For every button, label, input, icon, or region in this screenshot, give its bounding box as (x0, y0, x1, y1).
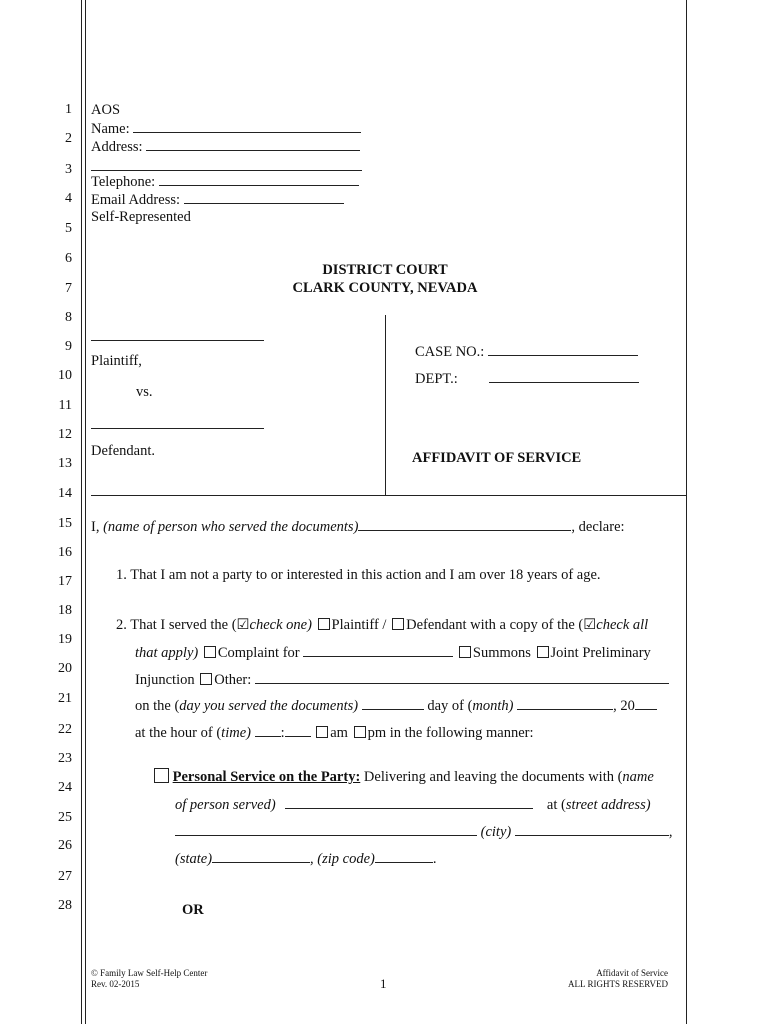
check-one-hint: check one) (249, 617, 312, 633)
vs-label: vs. (136, 384, 153, 400)
on-the-label: on the ( (135, 698, 180, 714)
email-line (91, 191, 344, 209)
line-number: 16 (58, 545, 72, 560)
plaintiff-option-label: Plaintiff / (331, 617, 387, 633)
complaint-for-label: Complaint for (217, 645, 300, 661)
day-of-label: day of ( (427, 698, 473, 714)
city-hint: (city) (480, 824, 512, 840)
document-title: AFFIDAVIT OF SERVICE (412, 450, 582, 466)
left-margin-rule-inner (85, 0, 86, 1024)
line-number: 21 (58, 691, 72, 706)
joint-preliminary-checkbox[interactable] (537, 646, 549, 658)
left-margin-rule-outer (81, 0, 82, 1024)
line-number: 9 (65, 339, 72, 354)
personal-service-line-3: (city) , (175, 823, 672, 841)
address-field[interactable] (146, 138, 360, 151)
footer-left-1: © Family Law Self-Help Center (91, 968, 208, 978)
defendant-name-field[interactable] (91, 428, 264, 429)
footer-right-2: ALL RIGHTS RESERVED (568, 979, 668, 989)
other-checkbox[interactable] (200, 673, 212, 685)
check-all-hint: check all (596, 617, 649, 633)
item-1: 1. That I am not a party to or interested in this action and I am over 18 years of age. (116, 567, 601, 583)
other-label: Other: (214, 672, 252, 688)
plaintiff-checkbox[interactable] (318, 618, 330, 630)
that-apply-hint: that apply) (135, 645, 199, 661)
address-field-line2[interactable] (91, 170, 362, 171)
summons-checkbox[interactable] (459, 646, 471, 658)
line-number: 28 (58, 898, 72, 913)
state-field[interactable] (212, 850, 310, 863)
at-hour-label: at the hour of ( (135, 725, 222, 741)
am-label: am (330, 725, 348, 741)
plaintiff-name-field[interactable] (91, 340, 264, 341)
name-label: Name: (91, 121, 130, 137)
item-2-line-5 (135, 724, 534, 742)
line-number: 14 (58, 486, 72, 501)
personal-service-line-4: (state) , (zip code) . (175, 851, 437, 867)
footer-right-1: Affidavit of Service (596, 968, 668, 978)
declare-prefix: I, (91, 519, 100, 535)
day-hint: day you served the documents) (179, 698, 359, 714)
page-number: 1 (380, 976, 387, 991)
year-field[interactable] (635, 697, 657, 710)
telephone-line (91, 173, 359, 191)
declaration-line (91, 518, 625, 536)
line-number: 7 (65, 281, 72, 296)
caption-divider (385, 315, 386, 495)
self-represented-label: Self-Represented (91, 209, 191, 225)
line-number: 2 (65, 131, 72, 146)
summons-label: Summons (472, 645, 531, 661)
court-title-line1: DISTRICT COURT (322, 262, 448, 278)
line-number: 18 (58, 603, 72, 618)
injunction-label: Injunction (135, 672, 195, 688)
dept-field[interactable] (489, 370, 639, 383)
month-hint: month) (472, 698, 514, 714)
line-number: 1 (65, 102, 72, 117)
delivering-label: Delivering and leaving the documents with ( (363, 769, 623, 785)
am-checkbox[interactable] (316, 726, 328, 738)
pm-manner-label: pm in the following manner: (367, 725, 534, 741)
defendant-label: Defendant. (91, 443, 156, 459)
day-field[interactable] (362, 697, 424, 710)
line-number: 15 (58, 516, 72, 531)
line-number: 17 (58, 574, 72, 589)
dept-label: DEPT.: (415, 371, 458, 387)
or-label: OR (182, 902, 204, 918)
dept-line (415, 370, 639, 388)
zip-hint: (zip code) (317, 851, 375, 867)
item-2-line-3 (135, 671, 669, 689)
other-field[interactable] (255, 671, 669, 684)
line-number: 8 (65, 310, 72, 325)
defendant-checkbox[interactable] (392, 618, 404, 630)
right-margin-rule (686, 0, 687, 1024)
joint-preliminary-label: Joint Preliminary (550, 645, 651, 661)
line-number: 22 (58, 722, 72, 737)
complaint-checkbox[interactable] (204, 646, 216, 658)
line-number: 26 (58, 838, 72, 853)
line-number: 12 (58, 427, 72, 442)
item-2-line-2 (135, 644, 651, 662)
line-number: 20 (58, 661, 72, 676)
line-number: 23 (58, 751, 72, 766)
minute-field[interactable] (285, 724, 311, 737)
declarant-name-field[interactable] (358, 518, 571, 531)
name-hint: name (622, 769, 654, 785)
person-served-hint: of person served) (175, 797, 276, 813)
telephone-field[interactable] (159, 173, 359, 186)
declarant-hint: (name of person who served the documents) (103, 519, 359, 535)
item-2-line-1 (116, 617, 648, 634)
line-number: 11 (58, 398, 72, 413)
case-no-line (415, 343, 638, 361)
pm-checkbox[interactable] (354, 726, 366, 738)
state-hint: (state) (175, 851, 213, 867)
line-number: 3 (65, 162, 72, 177)
person-served-field[interactable] (285, 796, 533, 809)
telephone-label: Telephone: (91, 174, 156, 190)
email-label: Email Address: (91, 192, 181, 208)
item-2-intro: 2. That I served the ( (116, 617, 237, 633)
city-field[interactable] (515, 823, 669, 836)
checkmark-box-icon: ☑ (236, 617, 250, 633)
name-field[interactable] (133, 120, 361, 133)
footer-left-2: Rev. 02-2015 (91, 979, 140, 989)
line-number: 27 (58, 869, 72, 884)
address-line (91, 138, 360, 156)
plaintiff-label: Plaintiff, (91, 353, 142, 369)
year-prefix: , 20 (613, 698, 635, 714)
line-number: 25 (58, 810, 72, 825)
item-2-line-4 (135, 697, 657, 715)
personal-service-line-1 (154, 768, 654, 786)
line-number: 19 (58, 632, 72, 647)
time-hint: time) (221, 725, 251, 741)
line-number: 5 (65, 221, 72, 236)
court-title-line2: CLARK COUNTY, NEVADA (292, 280, 478, 296)
case-no-label: CASE NO.: (415, 344, 485, 360)
line-number: 6 (65, 251, 72, 266)
personal-service-line-2 (175, 796, 651, 814)
line-number: 4 (65, 191, 72, 206)
time-colon: : (280, 725, 285, 741)
declare-suffix: , declare: (571, 519, 625, 535)
address-label: Address: (91, 139, 143, 155)
complaint-for-field[interactable] (303, 644, 453, 657)
case-no-field[interactable] (488, 343, 638, 356)
at-label: at ( (546, 797, 566, 813)
name-line (91, 120, 361, 138)
hour-field[interactable] (255, 724, 281, 737)
line-number: 10 (58, 368, 72, 383)
aos-label: AOS (91, 102, 121, 118)
month-field[interactable] (517, 697, 613, 710)
line-number: 13 (58, 456, 72, 471)
street-hint: street address) (565, 797, 651, 813)
street-address-field[interactable] (175, 823, 477, 836)
caption-bottom-rule (91, 495, 686, 496)
checkmark-box-icon: ☑ (583, 617, 597, 633)
email-field[interactable] (184, 191, 344, 204)
personal-service-checkbox[interactable] (154, 768, 169, 783)
zip-field[interactable] (375, 850, 433, 863)
line-number: 24 (58, 780, 72, 795)
defendant-option-label: Defendant with a copy of the ( (406, 617, 584, 633)
personal-service-heading: Personal Service on the Party: (172, 769, 361, 785)
